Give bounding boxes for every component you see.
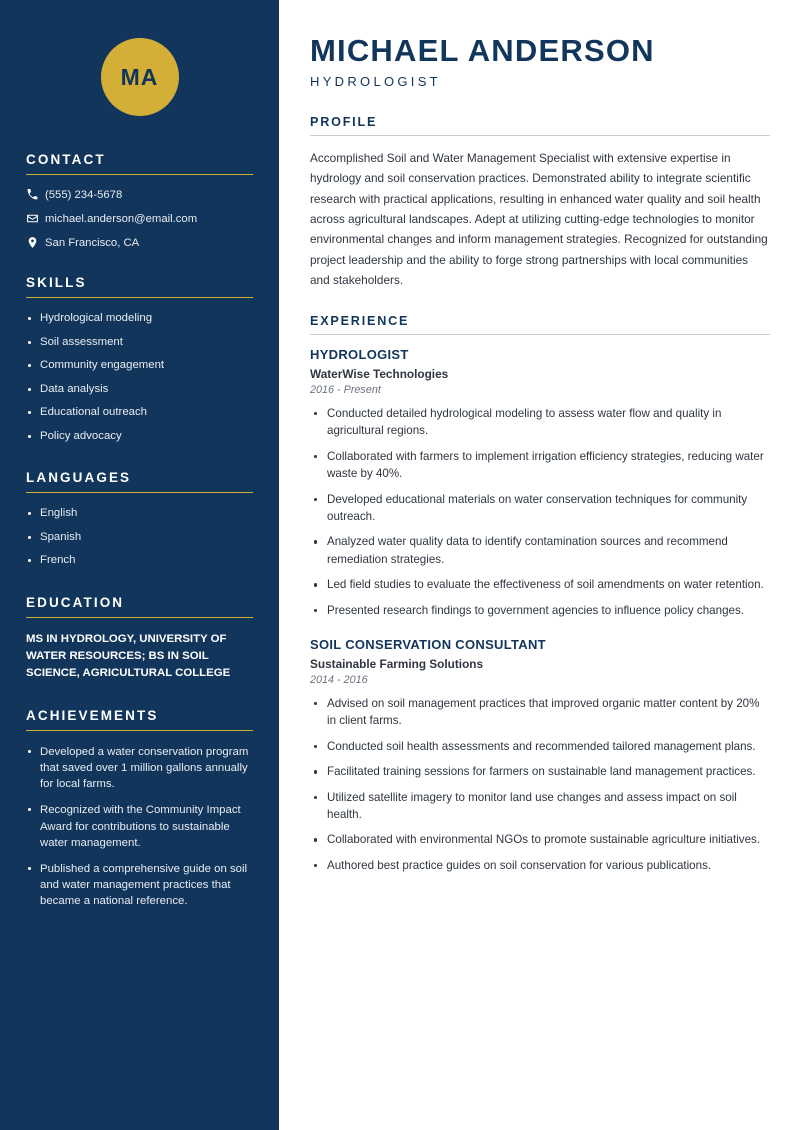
- list-item: Community engagement: [26, 358, 253, 374]
- job-bullets: [310, 405, 770, 619]
- experience-entry: [310, 637, 770, 874]
- list-item: Recognized with the Community Impact Award for contributions to sustainable water management.: [26, 802, 253, 851]
- list-item: French: [26, 553, 253, 569]
- divider: [310, 135, 770, 136]
- list-item: English: [26, 506, 253, 522]
- achievements-list: [26, 744, 253, 910]
- list-item: Conducted soil health assessments and recommended tailored management plans.: [310, 738, 770, 755]
- divider: [26, 297, 253, 298]
- sidebar-section-education: [26, 595, 253, 682]
- phone-icon: [26, 188, 45, 201]
- job-company: WaterWise Technologies: [310, 367, 449, 382]
- list-item: Educational outreach: [26, 405, 253, 421]
- languages-heading: LANGUAGES: [26, 470, 132, 485]
- avatar-container: [26, 0, 253, 152]
- divider: [310, 334, 770, 335]
- contact-location-value: San Francisco, CA: [45, 236, 140, 249]
- sidebar-section-achievements: [26, 708, 253, 910]
- list-item: Advised on soil management practices that improved organic matter content by 20% in client farms.: [310, 695, 770, 730]
- list-item: Developed educational materials on water conservation techniques for community outreach.: [310, 491, 770, 526]
- profile-text: Accomplished Soil and Water Management Specialist with extensive expertise in hydrology and soil conservation practices. Demonstrated ability to integrate scientific research with practical applications, resulting in enhanced water quality and soil health across agricultural landscapes. Adept at utilizing cutting-edge technologies to monitor environmental changes and inform management strategies. Recognized for outstanding project leadership and the ability to forge strong partnerships with local communities and stakeholders.: [310, 151, 768, 287]
- job-bullets: [310, 695, 770, 874]
- sidebar-section-skills: [26, 275, 253, 444]
- divider: [26, 730, 253, 731]
- avatar: MA: [101, 38, 179, 116]
- sidebar: [0, 0, 279, 1130]
- list-item: Hydrological modeling: [26, 311, 253, 327]
- list-item: Collaborated with environmental NGOs to promote sustainable agriculture initiatives.: [310, 831, 770, 848]
- header-job-title: HYDROLOGIST: [310, 74, 441, 90]
- job-dates: 2014 - 2016: [310, 673, 368, 686]
- achievements-heading: ACHIEVEMENTS: [26, 707, 159, 723]
- list-item: Policy advocacy: [26, 429, 253, 445]
- sidebar-section-contact: [26, 152, 253, 249]
- experience-heading: EXPERIENCE: [310, 314, 410, 329]
- list-item: Facilitated training sessions for farmers on sustainable land management practices.: [310, 763, 770, 780]
- list-item: Soil assessment: [26, 335, 253, 351]
- profile-heading: PROFILE: [310, 115, 378, 130]
- list-item: Utilized satellite imagery to monitor land use changes and assess impact on soil health.: [310, 789, 770, 824]
- main-content: [279, 0, 800, 1130]
- list-item: Collaborated with farmers to implement irrigation efficiency strategies, reducing water waste by 40%.: [310, 448, 770, 483]
- list-item: Led field studies to evaluate the effectiveness of soil amendments on water retention.: [310, 576, 770, 593]
- section-profile: [310, 115, 770, 290]
- list-item: Data analysis: [26, 382, 253, 398]
- contact-item-email[interactable]: [26, 212, 253, 225]
- contact-email-value: michael.anderson@email.com: [45, 212, 198, 225]
- list-item: Analyzed water quality data to identify contamination sources and recommend remediation strategies.: [310, 533, 770, 568]
- sidebar-section-languages: [26, 470, 253, 569]
- experience-entry: [310, 347, 770, 619]
- contact-item-phone[interactable]: [26, 188, 253, 201]
- skills-list: [26, 311, 253, 444]
- contact-item-location[interactable]: [26, 236, 253, 249]
- divider: [26, 492, 253, 493]
- page-title: MICHAEL ANDERSON: [310, 33, 655, 68]
- education-heading: EDUCATION: [26, 594, 125, 610]
- list-item: Authored best practice guides on soil conservation for various publications.: [310, 857, 770, 874]
- divider: [26, 617, 253, 618]
- divider: [26, 174, 253, 175]
- skills-heading: SKILLS: [26, 275, 87, 290]
- job-role: HYDROLOGIST: [310, 347, 409, 363]
- list-item: Published a comprehensive guide on soil and water management practices that became a national reference.: [26, 861, 253, 910]
- section-experience: [310, 314, 770, 874]
- list-item: Presented research findings to government agencies to influence policy changes.: [310, 602, 770, 619]
- education-text: MS IN HYDROLOGY, UNIVERSITY OF WATER RESOURCES; BS IN SOIL SCIENCE, AGRICULTURAL COLLEGE: [26, 632, 231, 679]
- location-pin-icon: [26, 236, 45, 249]
- job-role: SOIL CONSERVATION CONSULTANT: [310, 636, 546, 652]
- mail-icon: [26, 212, 45, 225]
- languages-list: [26, 506, 253, 569]
- contact-heading: CONTACT: [26, 152, 106, 167]
- list-item: Spanish: [26, 530, 253, 546]
- list-item: Developed a water conservation program that saved over 1 million gallons annually for local farms.: [26, 744, 253, 793]
- job-dates: 2016 - Present: [310, 384, 381, 397]
- list-item: Conducted detailed hydrological modeling to assess water flow and quality in agricultural regions.: [310, 405, 770, 440]
- job-company: Sustainable Farming Solutions: [310, 656, 484, 671]
- contact-phone-value: (555) 234-5678: [45, 188, 123, 201]
